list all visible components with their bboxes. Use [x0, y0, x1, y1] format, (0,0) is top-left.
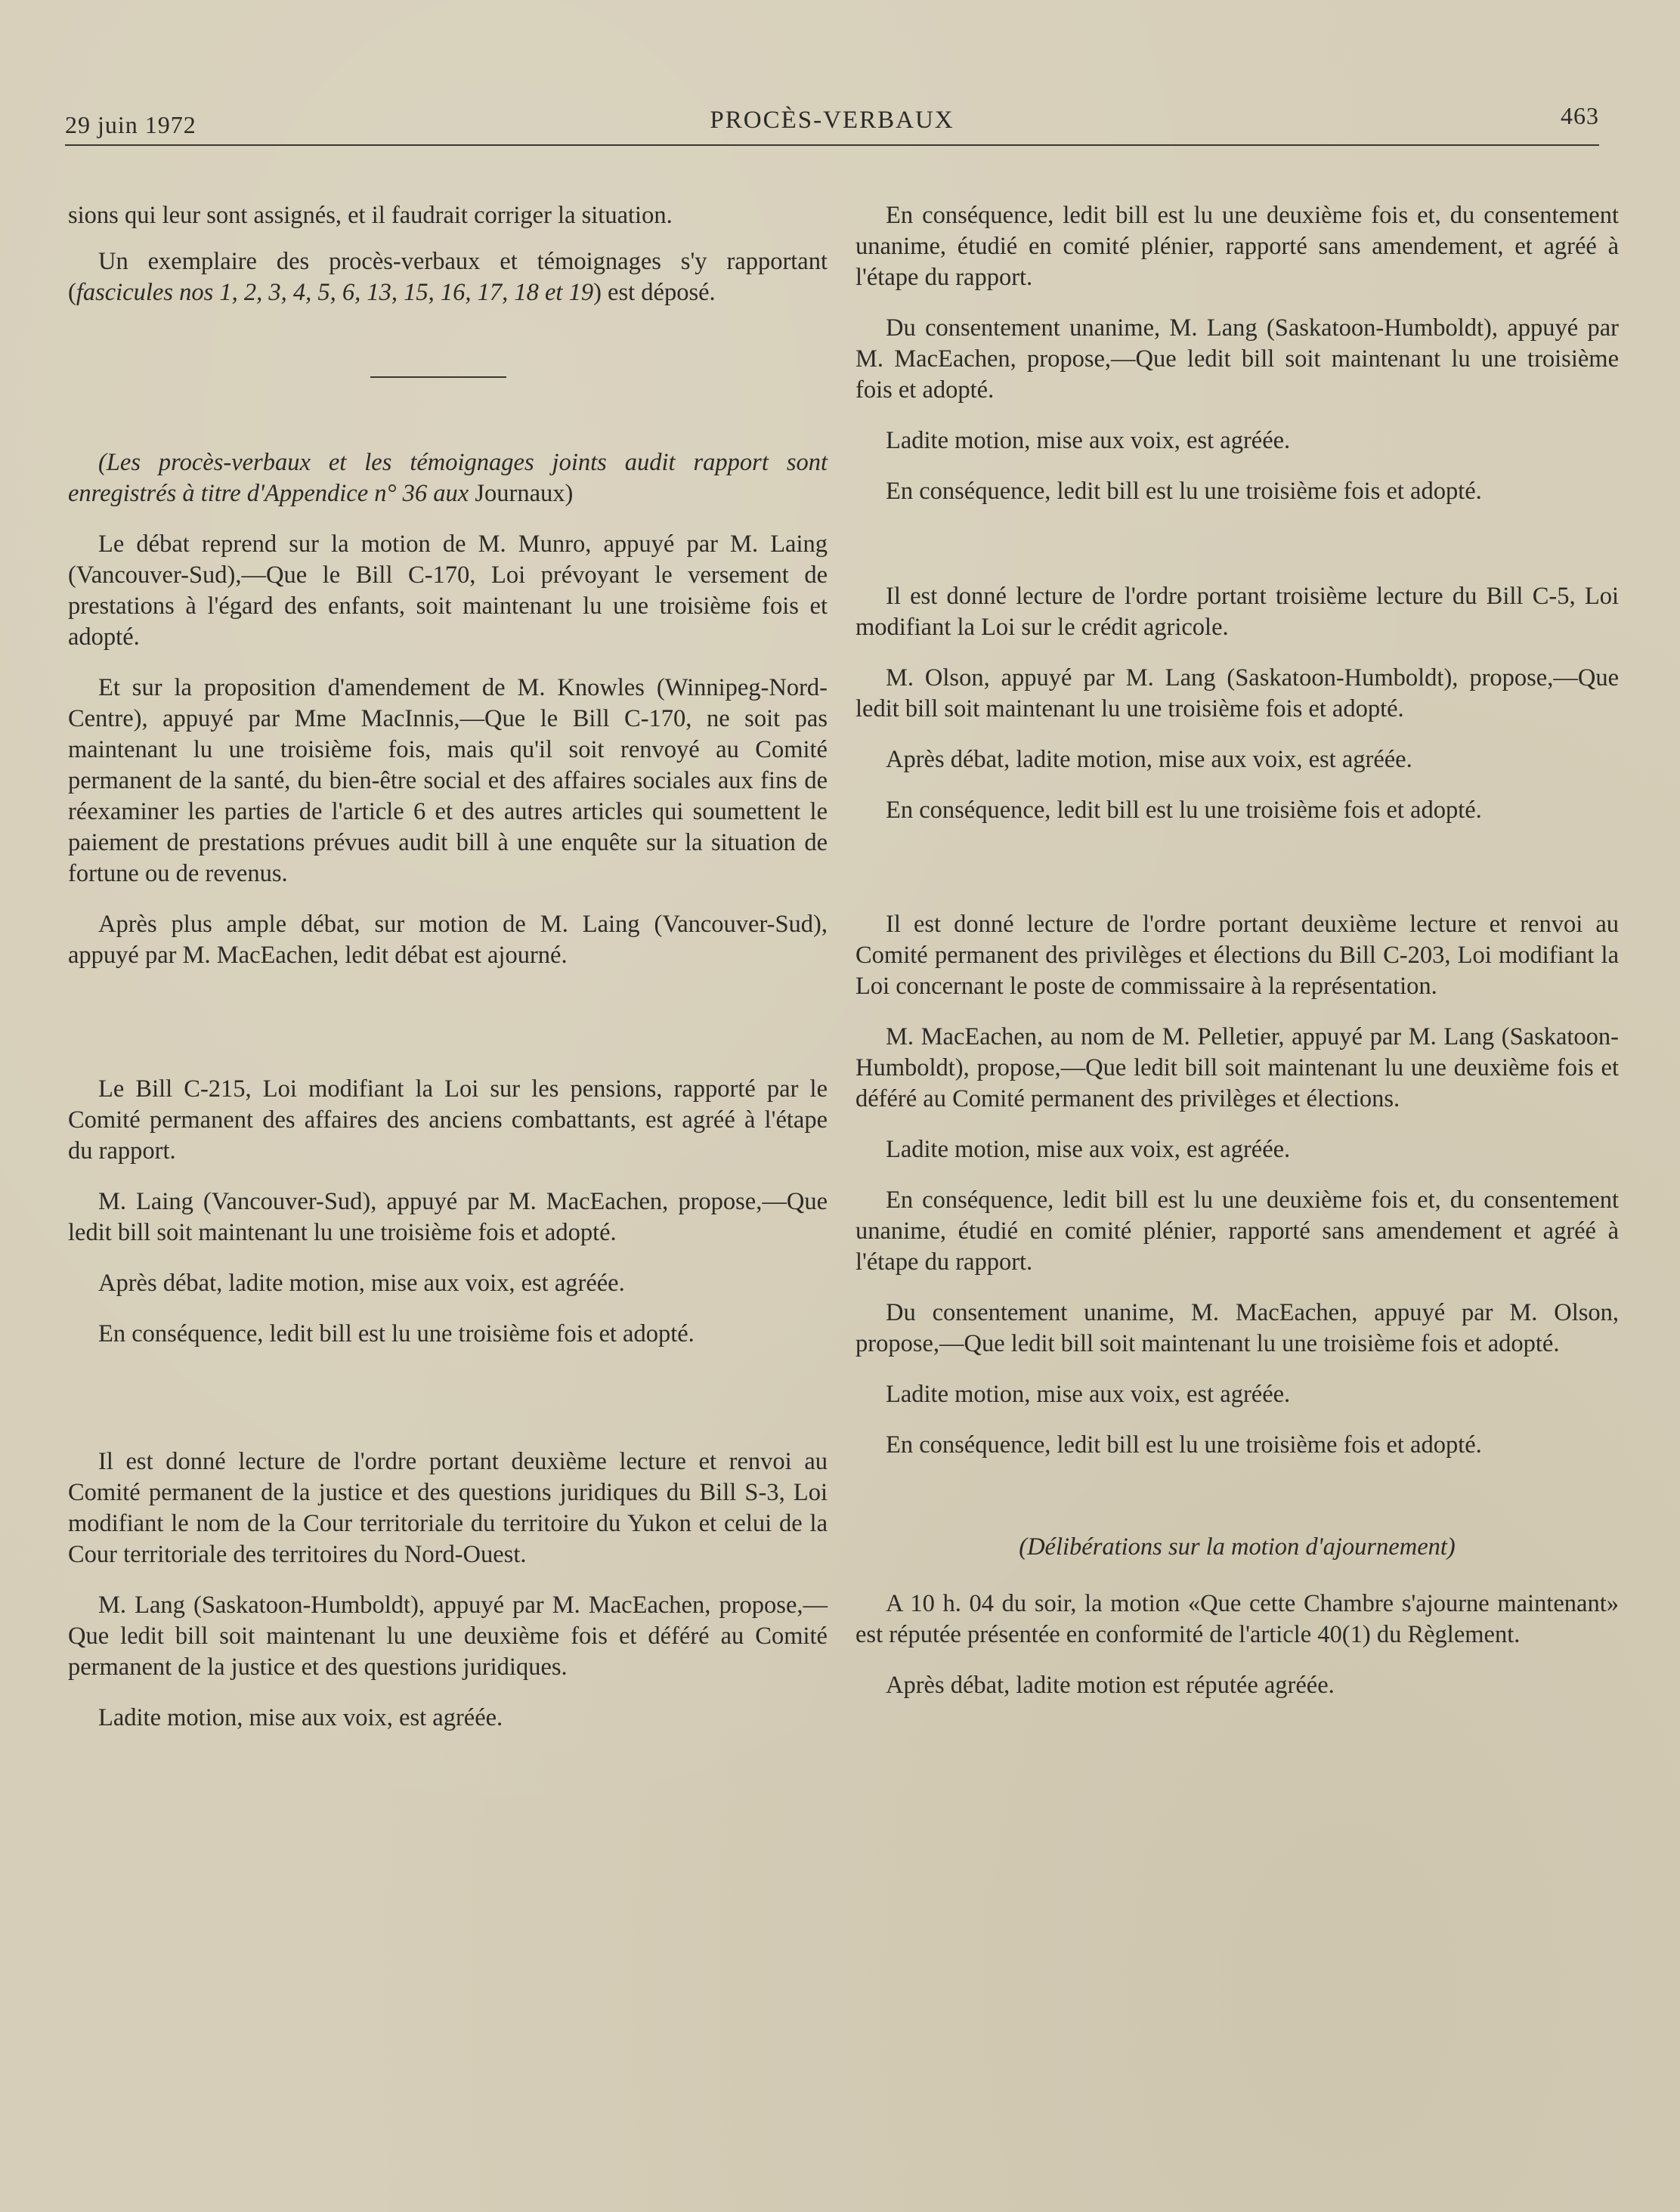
paragraph: Ladite motion, mise aux voix, est agréée. — [886, 427, 1291, 454]
paragraph: M. Laing (Vancouver-Sud), appuyé par M. MacEachen, propose,—Que ledit bill soit maintenant lu une troisième fois et adopté. — [68, 1188, 828, 1246]
paragraph: En conséquence, ledit bill est lu une troisième fois et adopté. — [98, 1320, 695, 1347]
paragraph: Il est donné lecture de l'ordre portant deuxième lecture et renvoi au Comité permanent des privilèges et élections du Bill C-203, Loi modifiant la Loi concernant le poste de commissaire à la représentation. — [855, 911, 1619, 1000]
paragraph: En conséquence, ledit bill est lu une deuxième fois et, du consentement unanime, étudié en comité plénier, rapporté sans amendement, et agréé à l'étape du rapport. — [855, 202, 1619, 291]
text: Journaux) — [469, 480, 574, 507]
paragraph: En conséquence, ledit bill est lu une troisième fois et adopté. — [886, 1431, 1482, 1459]
paragraph: Ladite motion, mise aux voix, est agréée. — [98, 1704, 503, 1731]
paragraph: Après débat, ladite motion, mise aux voix, est agréée. — [98, 1270, 625, 1297]
paragraph: Après débat, ladite motion, mise aux voix, est agréée. — [886, 746, 1412, 773]
paragraph: Du consentement unanime, M. MacEachen, appuyé par M. Olson, propose,—Que ledit bill soit maintenant lu une troisième fois et adopté. — [855, 1299, 1619, 1357]
paragraph: Il est donné lecture de l'ordre portant troisième lecture du Bill C-5, Loi modifiant la Loi sur le crédit agricole. — [855, 583, 1619, 641]
paragraph: Après débat, ladite motion est réputée agréée. — [886, 1672, 1335, 1699]
paragraph: Ladite motion, mise aux voix, est agréée. — [886, 1381, 1291, 1408]
paragraph: En conséquence, ledit bill est lu une troisième fois et adopté. — [886, 797, 1482, 824]
italic-text: fascicules nos 1, 2, 3, 4, 5, 6, 13, 15, 16, 17, 18 et 19 — [76, 279, 594, 306]
paragraph: Il est donné lecture de l'ordre portant deuxième lecture et renvoi au Comité permanent de la justice et des questions juridiques du Bill S-3, Loi modifiant le nom de la Cour territoriale du territoire du Yukon et celui de la Cour territoriale des territoires du Nord-Ouest. — [68, 1448, 828, 1568]
paragraph: Le débat reprend sur la motion de M. Munro, appuyé par M. Laing (Vancouver-Sud),—Que le Bill C-170, Loi prévoyant le versement de prestations à l'égard des enfants, soit maintenant lu une troisième fois et adopté. — [68, 531, 828, 651]
running-head — [65, 102, 1599, 146]
paragraph: Après plus ample débat, sur motion de M. Laing (Vancouver-Sud), appuyé par M. MacEachen, ledit débat est ajourné. — [68, 911, 828, 969]
paragraph: M. Lang (Saskatoon-Humboldt), appuyé par M. MacEachen, propose,—Que ledit bill soit maintenant lu une deuxième fois et déféré au Comité permanent de la justice et des questions juridiques. — [68, 1592, 828, 1681]
paragraph: En conséquence, ledit bill est lu une deuxième fois et, du consentement unanime, étudié en comité plénier, rapporté sans amendement et agréé à l'étape du rapport. — [855, 1186, 1619, 1276]
paragraph: M. MacEachen, au nom de M. Pelletier, appuyé par M. Lang (Saskatoon-Humboldt), propose,—Que ledit bill soit maintenant lu une deuxième fois et déféré au Comité permanent des privilèges et élections. — [855, 1023, 1619, 1112]
paragraph: sions qui leur sont assignés, et il faudrait corriger la situation. — [68, 202, 673, 229]
text: Un exemplaire des procès-verbaux et témoignages s'y rapportant ( — [68, 248, 828, 306]
paragraph — [68, 246, 828, 308]
paragraph: A 10 h. 04 du soir, la motion «Que cette Chambre s'ajourne maintenant» est réputée présentée en conformité de l'article 40(1) du Règlement. — [855, 1590, 1619, 1648]
left-column — [68, 200, 828, 1734]
paragraph: En conséquence, ledit bill est lu une troisième fois et adopté. — [886, 478, 1482, 505]
section-divider — [370, 376, 506, 378]
section-heading: (Délibérations sur la motion d'ajournement) — [1019, 1533, 1456, 1561]
paragraph: M. Olson, appuyé par M. Lang (Saskatoon-Humboldt), propose,—Que ledit bill soit maintenant lu une troisième fois et adopté. — [855, 664, 1619, 722]
paragraph: Et sur la proposition d'amendement de M. Knowles (Winnipeg-Nord-Centre), appuyé par Mme MacInnis,—Que le Bill C-170, ne soit pas maintenant lu une troisième fois, mais qu'il soit renvoyé au Comité permanent de la santé, du bien-être social et des affaires sociales aux fins de réexaminer les parties de l'article 6 et des autres articles qui soumettent le paiement de prestations prévues audit bill à une enquête sur la situation de fortune ou de revenus. — [68, 674, 828, 887]
paragraph: Le Bill C-215, Loi modifiant la Loi sur les pensions, rapporté par le Comité permanent des affaires des anciens combattants, est agréé à l'étape du rapport. — [68, 1075, 828, 1165]
appendix-note — [68, 447, 828, 509]
text: ) est déposé. — [593, 279, 716, 306]
paragraph: Ladite motion, mise aux voix, est agréée. — [886, 1136, 1291, 1163]
header-title: PROCÈS-VERBAUX — [710, 107, 954, 134]
paragraph: Du consentement unanime, M. Lang (Saskatoon-Humboldt), appuyé par M. MacEachen, propose,—Que ledit bill soit maintenant lu une troisième fois et adopté. — [855, 314, 1619, 404]
right-column — [855, 200, 1619, 1701]
page-number: 463 — [1561, 102, 1599, 129]
italic-text: (Les procès-verbaux et les témoignages joints audit rapport sont enregistrés à titre d'Appendice n° 36 aux — [68, 449, 828, 507]
header-date: 29 juin 1972 — [65, 111, 196, 138]
